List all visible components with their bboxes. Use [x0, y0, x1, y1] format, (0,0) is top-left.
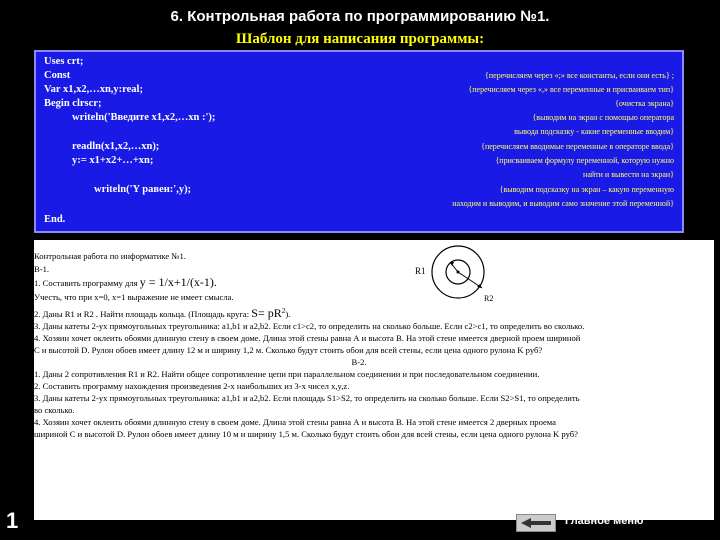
variant-2-label: В-2. [351, 357, 367, 367]
code-comment-begin: {очистка экрана} [615, 99, 674, 108]
code-comment-var: {перечисляем через «,» все переменные и присваиваем тип} [468, 85, 674, 94]
code-comment-writeln-output-cont: находим и выводим, и выводим само значение этой переменной} [452, 199, 674, 208]
v2-task4-line2: шириной С и высотой D. Рулон обоев имеет длину 10 м и ширину 1,5 м. Сколько будут стоить обои для всей стены, если цена одного рулона K руб? [34, 429, 578, 439]
code-line-end: End. [44, 214, 66, 225]
assignment-content [34, 240, 714, 520]
page-number: 1 [6, 508, 19, 533]
main-menu-arrow-button[interactable] [516, 514, 556, 532]
v1-task2: 2. Даны R1 и R2 . Найти площадь кольца. (Площадь круга: $S= pR^2$). [34, 306, 291, 320]
code-comment-writeln-input: {выводим на экран с помощью оператора [532, 113, 674, 122]
v2-task1: 1. Даны 2 сопротивления R1 и R2. Найти общее сопротивление цепи при параллельном соединении и при последовательном соединении. [34, 369, 540, 379]
slide-title: 6. Контрольная работа по программированию №1. [170, 8, 550, 25]
center-point [457, 271, 460, 274]
code-line-var: Var x1,x2,…xn,y:real; [44, 84, 143, 95]
program-template-box [34, 50, 684, 233]
v2-task3-line2: во сколько. [34, 405, 75, 415]
code-line-writeln-output: writeln('Y равен:',y); [94, 184, 192, 195]
v2-task2: 2. Составить программу нахождения произведения 2-х наибольших из 3-х чисел x,y,z. [34, 381, 350, 391]
code-line-uses: Uses crt; [44, 56, 84, 67]
v1-task2-formula: S= pR [251, 306, 282, 320]
v1-task3: 3. Даны катеты 2-ух прямоугольных треугольника: a1,b1 и a2,b2. Если c1>c2, то определить на сколько больше. Если c2>c1, то определить во сколько. [34, 321, 585, 331]
main-menu-link[interactable]: Главное меню [565, 515, 644, 527]
v1-note: Учесть, что при x=0, x=1 выражение не имеет смысла. [34, 292, 234, 302]
r2-label: R2 [484, 294, 494, 303]
r1-label: R1 [415, 266, 426, 276]
variant-1-label: В-1. [34, 264, 50, 274]
code-comment-readln: {перечисляем вводимые переменные в операторе ввода} [481, 142, 674, 151]
v1-task1: 1. Составить программу для y = 1/x+1/(x-1). [34, 275, 217, 289]
code-comment-writeln-output: {выводим подсказку на экран – какую переменную [499, 185, 674, 194]
code-line-const: Const [44, 70, 71, 81]
code-line-writeln-input: writeln('Введите x1,x2,…xn :'); [72, 112, 216, 123]
code-comment-const: {перечисляем через «;» все константы, если они есть} ; [485, 71, 674, 80]
code-line-readln: readln(x1,x2,…xn); [72, 141, 160, 152]
code-comment-writeln-input-cont: вывода подсказку - какие переменные вводим} [514, 127, 674, 136]
v1-task1-formula: y = 1/x+1/(x-1). [139, 275, 217, 289]
v1-task4-line2: С и высотой D. Рулон обоев имеет длину 12 м и ширину 1,2 м. Сколько будут стоить обои для всей стены, если цена одного рулона K руб? [34, 345, 543, 355]
work-heading: Контрольная работа по информатике №1. [34, 251, 186, 261]
slide-subtitle: Шаблон для написания программы: [235, 31, 485, 47]
v1-task4-line1: 4. Хозяин хочет оклеить обоями длинную стену в своем доме. Длина этой стены равна А и высота В. На этой стене имеется дверной проем шириной [34, 333, 581, 343]
v2-task4-line1: 4. Хозяин хочет оклеить обоями длинную стену в своем доме. Длина этой стены равна А и высота В. На этой стене имеется 2 дверных проема [34, 417, 556, 427]
code-comment-assign-cont: найти и вывести на экран} [583, 170, 674, 179]
code-line-assign: y:= x1+x2+…+xn; [72, 155, 154, 166]
ring-diagram [410, 244, 500, 304]
r1-arrow [450, 262, 454, 266]
code-comment-assign: {присваиваем формулу переменной, которую нужно [495, 156, 674, 165]
v2-task3-line1: 3. Даны катеты 2-ух прямоугольных треугольника: a1,b1 и a2,b2. Если площадь S1>S2, то определить на сколько больше. Если S2>S1, то определить [34, 393, 580, 403]
code-line-begin: Begin clrscr; [44, 98, 102, 109]
arrow-icon [517, 515, 555, 531]
